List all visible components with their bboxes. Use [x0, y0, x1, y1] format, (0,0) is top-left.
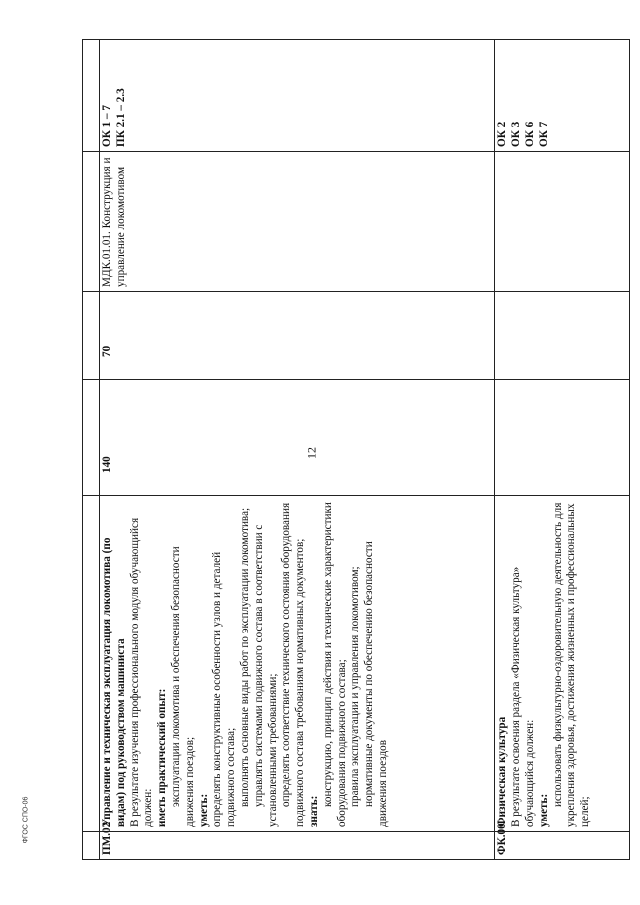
table-row-pm02	[100, 40, 495, 860]
footer-stamp: ФГОС СПО-06	[22, 796, 30, 844]
row-description: Управление и техническая эксплуатация локомотива (по видам) под руководством машиниста В результате изучения профессионального модуля обучающийся должен: иметь практический опыт: эксплуатации локомотива и обеспечения безопасности движения поездов; уметь: определять конструктивные особенности узлов и деталей подвижного состава; выполнять основные виды работ по эксплуатации локомотива; управлять системами подвижного состава в соответствии с установленными требованиями; определять соответствие технического состояния оборудования подвижного состава требованиям нормативных документов; знать: конструкцию, принцип действия и технические характеристики оборудования подвижного состава; правила эксплуатации и управления локомотивом; нормативные документы по обеспечению безопасности движения поездов	[100, 496, 495, 832]
table-row	[83, 40, 100, 860]
curriculum-table	[82, 40, 630, 860]
mdk-cell: МДК.01.01. Конструкция и управление локомотивом	[100, 152, 495, 292]
row-code: ФК.00	[495, 832, 630, 860]
row-description: Физическая культура В результате освоения раздела «Физическая культура» обучающийся должен: уметь: использовать физкультурно-оздоровительную деятельность для укрепления здоровья, достижения жизненных и профессиональных целей;	[495, 496, 630, 832]
hours-max: 140	[100, 380, 495, 496]
hours-mandatory: 70	[100, 292, 495, 380]
competencies-cell: ОК 1 – 7 ПК 2.1 – 2.3	[100, 40, 495, 152]
module-title: Физическая культура	[496, 716, 509, 827]
competencies-cell: ОК 2 ОК 3 ОК 6 ОК 7	[495, 40, 630, 152]
table-row-fk00	[495, 40, 630, 860]
row-code: ПМ.02	[100, 832, 495, 860]
module-title: Управление и техническая эксплуатация локомотива (по видам) под руководством машиниста	[101, 537, 127, 827]
page-number: 12	[304, 447, 319, 459]
